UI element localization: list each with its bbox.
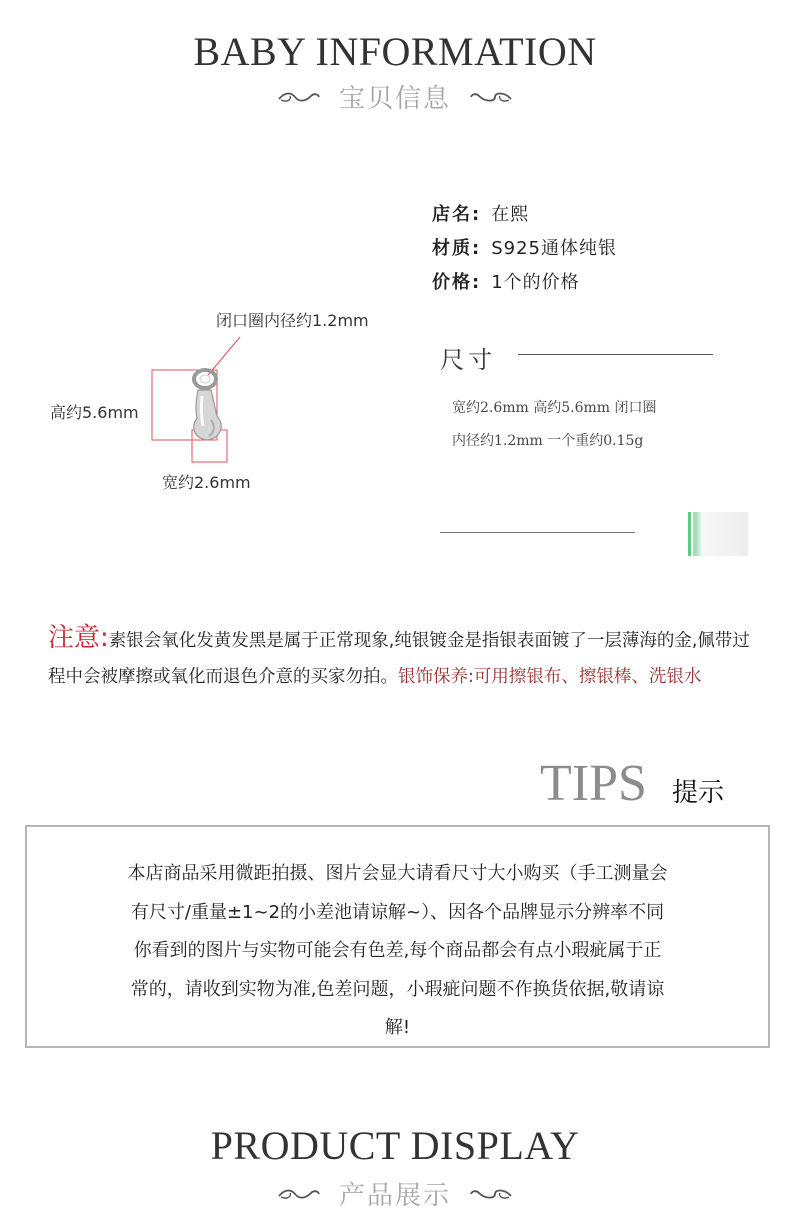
info-material-value: S925通体纯银 bbox=[491, 238, 617, 259]
product-display-title: PRODUCT DISPLAY bbox=[210, 1123, 580, 1168]
notice-lead: 注意: bbox=[48, 623, 109, 653]
tips-title: TIPS bbox=[540, 755, 647, 812]
info-store-value: 在熙 bbox=[491, 204, 530, 225]
inner-diameter-label: 闭口圈内径约1.2mm bbox=[216, 311, 369, 330]
care-tip: 银饰保养:可用擦银布、擦银棒、洗银水 bbox=[398, 667, 702, 687]
info-price bbox=[432, 268, 580, 294]
baby-info-title: BABY INFORMATION bbox=[193, 29, 597, 74]
info-price-value: 1个的价格 bbox=[491, 272, 580, 293]
tips-box bbox=[25, 825, 770, 1048]
size-title: 尺寸 bbox=[440, 346, 496, 374]
info-material bbox=[432, 234, 617, 260]
width-label: 宽约2.6mm bbox=[162, 473, 251, 492]
tips-line: 解! bbox=[384, 1017, 411, 1038]
notice-body: 素银会氧化发黄发黑是属于正常现象,纯银镀金是指银表面镀了一层薄海的金,佩带过程中会被摩擦或氧化而退色介意的买家勿拍。 bbox=[48, 631, 750, 687]
size-spec-line-2: 内径约1.2mm 一个重约0.15g bbox=[452, 433, 644, 449]
tips-line: 有尺寸/重量±1~2的小差池请谅解~）、因各个品牌显示分辨率不同 bbox=[130, 901, 665, 923]
section-divider bbox=[440, 532, 635, 533]
product-display-subtitle-row bbox=[0, 1175, 790, 1212]
swirl-left-icon bbox=[277, 1187, 321, 1201]
size-spec-line-1: 宽约2.6mm 高约5.6mm 闭口圈 bbox=[452, 400, 657, 416]
baby-info-subtitle-row bbox=[0, 78, 790, 115]
color-swatch bbox=[688, 512, 748, 556]
info-store bbox=[432, 200, 529, 226]
product-display-subtitle: 产品展示 bbox=[338, 1181, 451, 1211]
swirl-right-icon bbox=[469, 1187, 513, 1201]
tips-line: 你看到的图片与实物可能会有色差,每个商品都会有点小瑕疵属于正 bbox=[133, 940, 662, 961]
baby-info-subtitle: 宝贝信息 bbox=[338, 84, 451, 114]
info-material-key: 材质: bbox=[432, 238, 482, 259]
swirl-right-icon bbox=[469, 90, 513, 104]
tips-line: 本店商品采用微距拍摄、图片会显大请看尺寸大小购买（手工测量会 bbox=[127, 863, 668, 884]
swirl-left-icon bbox=[277, 90, 321, 104]
height-label: 高约5.6mm bbox=[50, 403, 139, 422]
info-store-key: 店名: bbox=[432, 204, 482, 225]
inner-diameter-leader bbox=[208, 337, 240, 375]
notice-paragraph bbox=[48, 620, 763, 695]
tips-subtitle: 提示 bbox=[672, 778, 725, 808]
size-divider bbox=[518, 354, 713, 355]
charm-diagram bbox=[145, 330, 255, 465]
tips-line: 常的，请收到实物为准,色差问题，小瑕疵问题不作换货依据,敬请谅 bbox=[130, 978, 665, 1000]
info-price-key: 价格: bbox=[432, 272, 482, 293]
